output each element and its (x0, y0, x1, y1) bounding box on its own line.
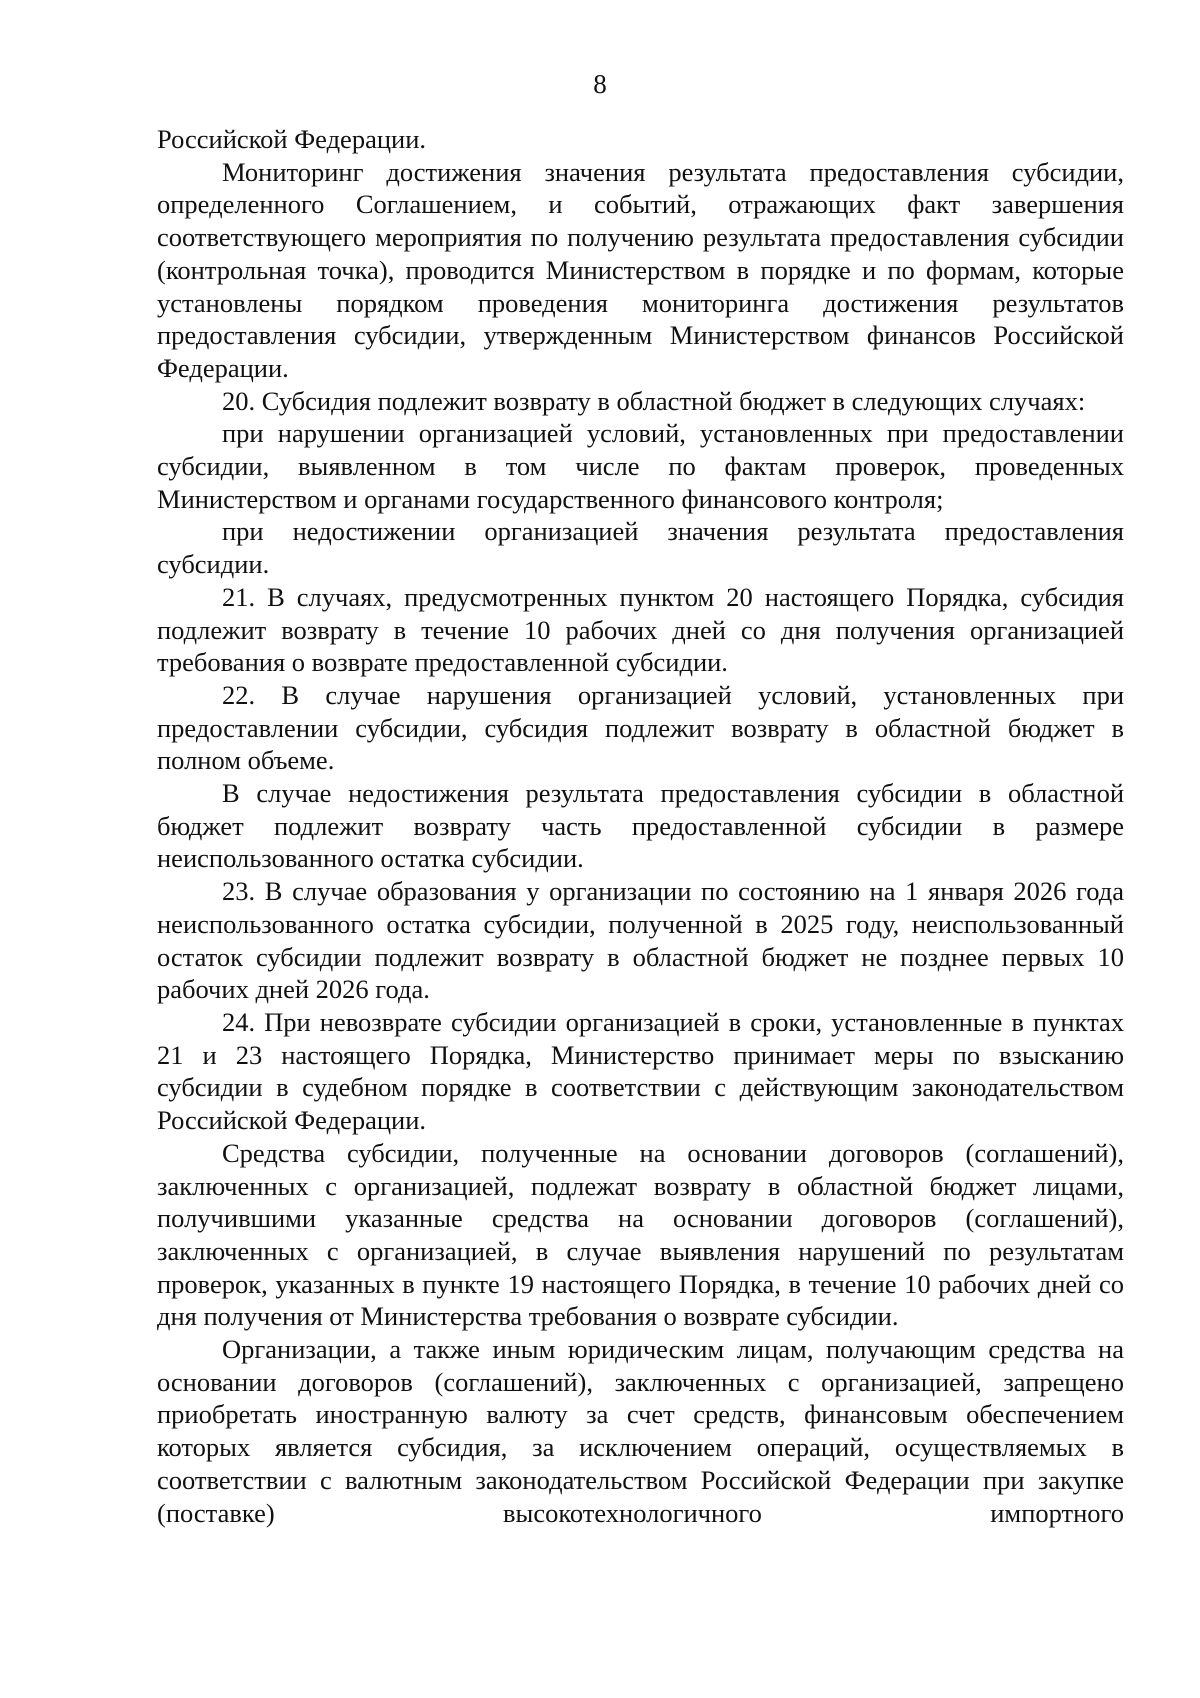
paragraph-case-non-achievement: при недостижении организацией значения результата предоставления субсидии. (157, 516, 1124, 580)
paragraph-item-21: 21. В случаях, предусмотренных пунктом 20 настоящего Порядка, субсидия подлежит возврату в течение 10 рабочих дней со дня получения организацией требования о возврате предоставленной субсидии. (157, 581, 1124, 678)
paragraph-item-23: 23. В случае образования у организации по состоянию на 1 января 2026 года неиспользованного остатка субсидии, полученной в 2025 году, неиспользованный остаток субсидии подлежит возврату в областной бюджет не позднее первых 10 рабочих дней 2026 года. (157, 876, 1124, 1005)
paragraph-item-22: 22. В случае нарушения организацией условий, установленных при предоставлении субсидии, субсидия подлежит возврату в областной бюджет в полном объеме. (157, 679, 1124, 776)
paragraph-case-violation: при нарушении организацией условий, установленных при предоставлении субсидии, выявленном в том числе по фактам проверок, проведенных Министерством и органами государственного финансового контроля; (157, 418, 1124, 514)
paragraph-continuation: Российской Федерации. (157, 124, 426, 154)
page-number: 8 (593, 69, 607, 99)
paragraph-monitoring: Мониторинг достижения значения результата предоставления субсидии, определенного Соглашением, и событий, отражающих факт завершения соответствующего мероприятия по получению результата предоставления субсидии (контрольная точка), проводится Министерством в порядке и по формам, которые установлены порядком проведения мониторинга достижения результатов предоставления субсидии, утвержденным Министерством финансов Российской Федерации. (157, 156, 1124, 383)
paragraph-item-24: 24. При невозврате субсидии организацией в сроки, установленные в пунктах 21 и 23 настоящего Порядка, Министерство принимает меры по взысканию субсидии в судебном порядке в соответствии с действующим законодательством Российской Федерации. (157, 1006, 1124, 1136)
paragraph-partial-return: В случае недостижения результата предоставления субсидии в областной бюджет подлежит возврату часть предоставленной субсидии в размере неиспользованного остатка субсидии. (157, 778, 1124, 874)
paragraph-third-party-return: Средства субсидии, полученные на основании договоров (соглашений), заключенных с организацией, подлежат возврату в областной бюджет лицами, получившими указанные средства на основании договоров (соглашений), заключенных с организацией, в случае выявления нарушений по результатам проверок, указанных в пункте 19 настоящего Порядка, в течение 10 рабочих дней со дня получения от Министерства требования о возврате субсидии. (157, 1137, 1124, 1332)
paragraph-item-20: 20. Субсидия подлежит возврату в областной бюджет в следующих случаях: (222, 385, 1086, 416)
paragraph-currency-prohibition: Организации, а также иным юридическим лицам, получающим средства на основании договоров (соглашений), заключенных с организацией, запрещено приобретать иностранную валюту за счет средств, финансовым обеспечением которых является субсидия, за исключением операций, осуществляемых в соответствии с валютным законодательством Российской Федерации при закупке (поставке) высокотехнологичного импортного (157, 1334, 1124, 1528)
document-body (157, 123, 1124, 1529)
